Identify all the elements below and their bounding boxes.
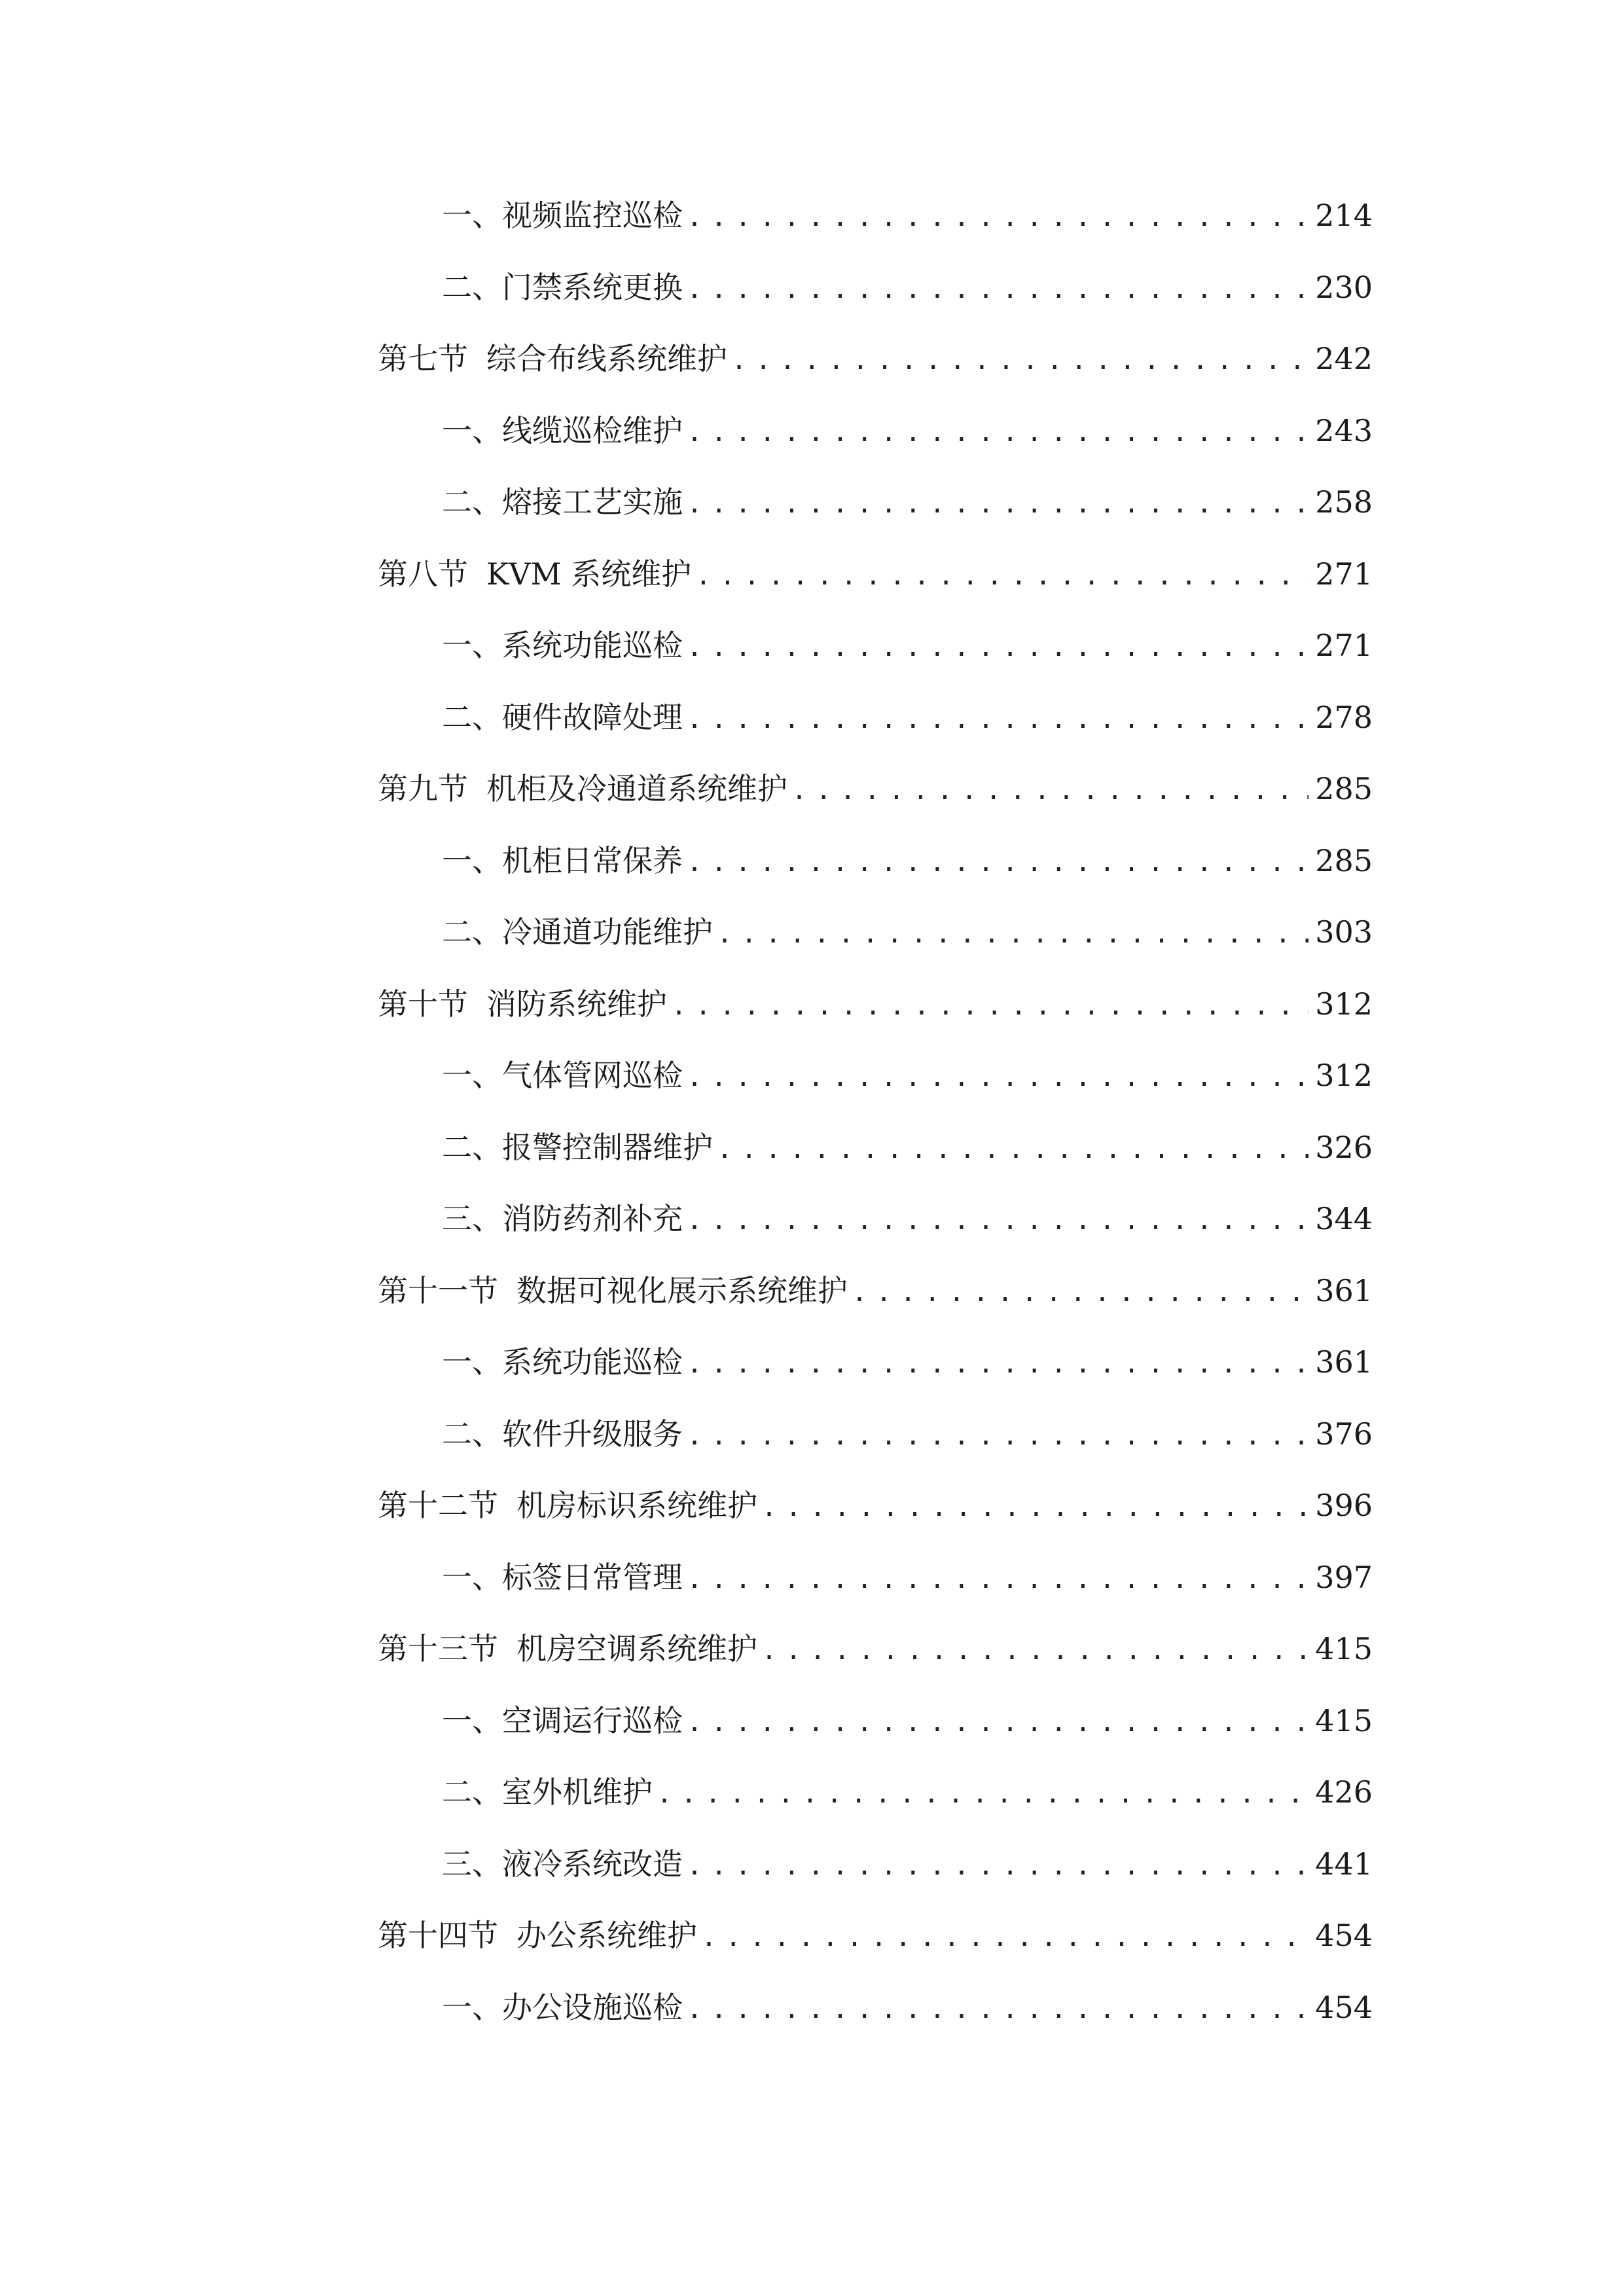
dot-leader <box>717 899 1308 971</box>
dot-leader <box>687 1687 1308 1759</box>
toc-entry-number: 第九节 <box>378 771 468 806</box>
toc-entry-number: 二、 <box>442 269 502 305</box>
toc-entry-page: 415 <box>1315 1702 1373 1738</box>
toc-entry-title: 系统功能巡检 <box>502 1344 683 1380</box>
toc-entry-page: 271 <box>1315 628 1373 663</box>
toc-entry-section[interactable] <box>378 323 1373 395</box>
toc-entry-number: 三、 <box>442 1201 502 1236</box>
dot-leader <box>687 827 1308 899</box>
toc-entry-page: 214 <box>1315 198 1373 233</box>
toc-entry-title: 视频监控巡检 <box>502 198 683 233</box>
toc-entry-page: 243 <box>1315 412 1373 448</box>
toc-entry-subsection[interactable] <box>378 180 1373 252</box>
toc-entry-title: 熔接工艺实施 <box>502 484 683 520</box>
toc-entry-number: 二、 <box>442 484 502 520</box>
dot-leader <box>687 397 1308 469</box>
toc-entry-number: 一、 <box>442 1559 502 1595</box>
toc-entry-number: 第七节 <box>378 341 468 376</box>
toc-entry-page: 454 <box>1315 1918 1373 1953</box>
toc-entry-title: KVM 系统维护 <box>486 556 692 592</box>
toc-entry-title: 机柜日常保养 <box>502 842 683 878</box>
table-of-contents <box>378 180 1373 2043</box>
dot-leader <box>687 612 1308 684</box>
toc-entry-subsection[interactable] <box>378 897 1373 969</box>
toc-entry-title: 线缆巡检维护 <box>502 412 683 448</box>
toc-entry-title: 机房标识系统维护 <box>516 1488 757 1523</box>
toc-entry-number: 二、 <box>442 1416 502 1452</box>
toc-entry-page: 441 <box>1315 1846 1373 1882</box>
toc-entry-subsection[interactable] <box>378 1112 1373 1184</box>
toc-entry-section[interactable] <box>378 969 1373 1041</box>
toc-entry-title: 消防系统维护 <box>486 986 667 1022</box>
toc-entry-title: 综合布线系统维护 <box>486 341 727 376</box>
dot-leader <box>687 1544 1308 1616</box>
toc-entry-number: 一、 <box>442 628 502 663</box>
toc-entry-number: 三、 <box>442 1846 502 1882</box>
toc-entry-number: 第十一节 <box>378 1272 498 1308</box>
toc-entry-page: 258 <box>1315 484 1373 520</box>
dot-leader <box>687 469 1308 541</box>
toc-entry-subsection[interactable] <box>378 1685 1373 1757</box>
toc-entry-subsection[interactable] <box>378 1757 1373 1829</box>
toc-entry-title: 气体管网巡检 <box>502 1058 683 1093</box>
toc-entry-page: 361 <box>1315 1344 1373 1380</box>
toc-entry-page: 242 <box>1315 341 1373 376</box>
toc-entry-title: 报警控制器维护 <box>502 1129 713 1165</box>
dot-leader <box>717 1114 1308 1186</box>
toc-entry-title: 标签日常管理 <box>502 1559 683 1595</box>
toc-entry-page: 312 <box>1315 986 1373 1022</box>
toc-entry-page: 285 <box>1315 771 1373 806</box>
toc-entry-title: 门禁系统更换 <box>502 269 683 305</box>
dot-leader <box>671 971 1308 1043</box>
toc-entry-page: 285 <box>1315 842 1373 878</box>
toc-entry-title: 冷通道功能维护 <box>502 914 713 950</box>
dot-leader <box>701 1902 1308 1974</box>
toc-entry-number: 一、 <box>442 1058 502 1093</box>
toc-entry-section[interactable] <box>378 539 1373 611</box>
dot-leader <box>687 1401 1308 1473</box>
toc-entry-section[interactable] <box>378 1900 1373 1972</box>
toc-entry-subsection[interactable] <box>378 1542 1373 1614</box>
toc-entry-page: 312 <box>1315 1058 1373 1093</box>
dot-leader <box>761 1615 1308 1687</box>
toc-entry-page: 397 <box>1315 1559 1373 1595</box>
dot-leader <box>687 1042 1308 1114</box>
toc-entry-subsection[interactable] <box>378 395 1373 467</box>
toc-entry-number: 一、 <box>442 1702 502 1738</box>
toc-entry-section[interactable] <box>378 1255 1373 1327</box>
toc-entry-subsection[interactable] <box>378 1327 1373 1399</box>
dot-leader <box>761 1472 1308 1544</box>
dot-leader <box>852 1257 1308 1329</box>
toc-entry-page: 344 <box>1315 1201 1373 1236</box>
toc-entry-subsection[interactable] <box>378 825 1373 897</box>
toc-entry-page: 376 <box>1315 1416 1373 1452</box>
toc-entry-subsection[interactable] <box>378 610 1373 682</box>
toc-entry-title: 消防药剂补充 <box>502 1201 683 1236</box>
toc-entry-page: 271 <box>1315 556 1373 592</box>
toc-entry-page: 230 <box>1315 269 1373 305</box>
toc-entry-title: 室外机维护 <box>502 1774 653 1810</box>
dot-leader <box>657 1759 1308 1831</box>
toc-entry-page: 415 <box>1315 1631 1373 1666</box>
toc-entry-subsection[interactable] <box>378 1040 1373 1112</box>
toc-entry-number: 一、 <box>442 1989 502 2025</box>
dot-leader <box>687 182 1308 254</box>
toc-entry-number: 二、 <box>442 914 502 950</box>
toc-entry-title: 机柜及冷通道系统维护 <box>486 771 787 806</box>
toc-entry-subsection[interactable] <box>378 1399 1373 1471</box>
dot-leader <box>687 1974 1308 2046</box>
toc-entry-page: 361 <box>1315 1272 1373 1308</box>
toc-entry-page: 303 <box>1315 914 1373 950</box>
toc-entry-title: 办公设施巡检 <box>502 1989 683 2025</box>
dot-leader <box>791 755 1308 827</box>
toc-entry-page: 326 <box>1315 1129 1373 1165</box>
toc-entry-subsection[interactable] <box>378 1972 1373 2044</box>
toc-entry-title: 空调运行巡检 <box>502 1702 683 1738</box>
toc-entry-title: 机房空调系统维护 <box>516 1631 757 1666</box>
toc-entry-number: 二、 <box>442 1129 502 1165</box>
toc-entry-number: 第十二节 <box>378 1488 498 1523</box>
toc-entry-page: 426 <box>1315 1774 1373 1810</box>
toc-entry-title: 液冷系统改造 <box>502 1846 683 1882</box>
toc-entry-subsection[interactable] <box>378 682 1373 754</box>
dot-leader <box>695 541 1308 613</box>
toc-entry-section[interactable] <box>378 1470 1373 1542</box>
toc-entry-title: 数据可视化展示系统维护 <box>516 1272 848 1308</box>
toc-entry-number: 一、 <box>442 198 502 233</box>
toc-entry-number: 一、 <box>442 412 502 448</box>
dot-leader <box>687 1329 1308 1401</box>
toc-entry-number: 二、 <box>442 699 502 735</box>
toc-entry-page: 278 <box>1315 699 1373 735</box>
toc-entry-number: 二、 <box>442 1774 502 1810</box>
dot-leader <box>687 254 1308 326</box>
toc-entry-section[interactable] <box>378 1613 1373 1685</box>
toc-entry-number: 一、 <box>442 1344 502 1380</box>
toc-entry-section[interactable] <box>378 753 1373 825</box>
toc-entry-number: 第十四节 <box>378 1918 498 1953</box>
toc-entry-subsection[interactable] <box>378 1183 1373 1255</box>
dot-leader <box>687 1185 1308 1257</box>
dot-leader <box>731 325 1308 397</box>
dot-leader <box>687 1831 1308 1903</box>
dot-leader <box>687 684 1308 756</box>
toc-entry-title: 软件升级服务 <box>502 1416 683 1452</box>
toc-entry-page: 396 <box>1315 1488 1373 1523</box>
toc-entry-number: 一、 <box>442 842 502 878</box>
toc-entry-title: 办公系统维护 <box>516 1918 697 1953</box>
toc-entry-number: 第十节 <box>378 986 468 1022</box>
toc-entry-number: 第八节 <box>378 556 468 592</box>
toc-entry-title: 硬件故障处理 <box>502 699 683 735</box>
toc-entry-page: 454 <box>1315 1989 1373 2025</box>
toc-entry-subsection[interactable] <box>378 467 1373 539</box>
toc-entry-number: 第十三节 <box>378 1631 498 1666</box>
toc-entry-title: 系统功能巡检 <box>502 628 683 663</box>
toc-entry-subsection[interactable] <box>378 252 1373 324</box>
toc-entry-subsection[interactable] <box>378 1829 1373 1901</box>
